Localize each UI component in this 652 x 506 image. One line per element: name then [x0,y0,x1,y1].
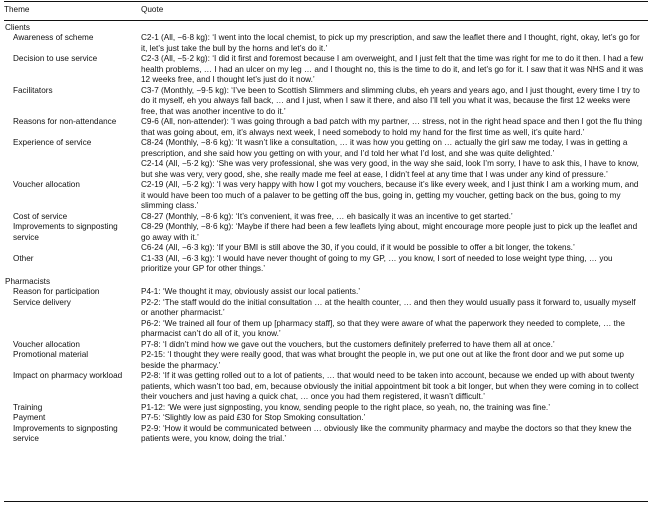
quote-cell [141,371,648,403]
theme-cell: Impact on pharmacy workload [13,371,123,380]
theme-cell: Voucher allocation [13,339,80,349]
quote-text: C6-24 (All, −6·3 kg): ‘If your BMI is still above the 30, if you could, if it would be possible to offer a bit longer, the tokens.’ [141,243,575,252]
table-row [4,371,648,403]
theme-cell: Reason for participation [13,287,100,296]
table-row [4,403,648,414]
quote-text: C2-14 (All, −5·2 kg): ‘She was very professional, she was very good, in the way she said, look I’m sorry, I have to ask this, I have to know, but she was very, very good, she, she really made me feel at ease, I didn’t feel at any time that I was under any kind of pressure.’ [141,159,639,179]
theme-cell: Voucher allocation [13,180,80,189]
quote-cell [141,212,648,223]
quote-cell [141,138,648,180]
section-title: Pharmacists [5,276,51,286]
quote-cell [141,180,648,212]
quote-text: C2-3 (All, −5·2 kg): ‘I did it first and foremost because I am overweight, and I just felt that the time was right for me to do it then. I had a few health problems, … I had an ulcer on my leg … and I thought no, this is the time to do it, and let’s go for it. I saw that it was NHS and it was 12 weeks free, and I thought let’s just do it now.’ [141,54,644,84]
table-row [4,298,648,340]
quote-text: C8-27 (Monthly, −8·6 kg): ‘It’s convenient, it was free, … eh basically it was an incentive to get started.’ [141,211,513,221]
table-row [4,424,648,445]
theme-cell: Improvements to signposting service [13,423,118,443]
theme-cell: Payment [13,413,46,422]
quote-text: P2-9: ‘How it would be communicated between … obviously like the community pharmacy and maybe the doctors so that they knew the patients were, you know, doing the trial.’ [141,423,632,443]
quote-cell [141,424,648,445]
theme-cell: Reasons for non-attendance [13,117,117,126]
section-title: Clients [5,22,31,32]
quote-text: P2-8: ‘If it was getting rolled out to a lot of patients, … that would need to be taken into account, because we ended up with about twenty patients, which wasn’t too bad, em, because obviously the initial appointment bit took a bit longer, but when they were coming in to collect their vouchers and just having a quick chat, … once you had them registered, it wasn’t difficult.’ [141,371,639,401]
table-row [4,350,648,371]
quote-cell [141,222,648,254]
header-theme: Theme [4,5,30,14]
table-row [4,54,648,86]
quote-text: C8-24 (Monthly, −8·6 kg): ‘It wasn’t like a consultation, … it was how you getting on … actually the girl saw me today, I was in getting a prescription, and she said how you getting on with your, and I’d told her what I’d lost, and she was quite delighted.’ [141,138,628,158]
theme-cell: Other [13,253,34,263]
quote-text: P1-12: ‘We were just signposting, you know, sending people to the right place, so yeah, no, the training was fine.’ [141,402,551,412]
table-row [4,117,648,138]
theme-cell: Facilitators [13,85,53,95]
theme-cell: Cost of service [13,211,68,221]
table-row [4,340,648,351]
quote-cell [141,340,648,351]
quote-text: C2-19 (All, −5·2 kg): ‘I was very happy with how I got my vouchers, because it’s like every week, and I just think I am a working mum, and it would have been too much of a palaver to be getting off the bus, going in, getting my voucher, getting back on the bus, going to my slimming class.’ [141,180,639,210]
quote-cell [141,403,648,414]
quote-cell [141,254,648,275]
quote-text: C1-33 (All, −6·3 kg): ‘I would have never thought of going to my GP, … you know, I sort of needed to lose weight type thing, … you prioritize your GP for other things.’ [141,253,613,273]
quote-cell [141,298,648,340]
table-row [4,180,648,212]
table-row [4,138,648,180]
table-row [4,287,648,298]
quote-text: P2-2: ‘The staff would do the initial consultation … at the health counter, … and then they would usually pass it forward to, usually myself or another pharmacist.’ [141,297,636,317]
theme-cell: Decision to use service [13,54,98,63]
quote-cell [141,287,648,298]
theme-cell: Improvements to signposting service [13,222,118,242]
quote-text: P6-2: ‘We trained all four of them up [pharmacy staff], so that they were aware of what the paperwork they needed to complete, … the pharmacist can’t do all of it, you know.’ [141,318,625,338]
table-row [4,212,648,223]
quote-text: C9-6 (All, non-attender): ‘I was going through a bad patch with my partner, … stress, not in the right head space and then I got the flu thing that was going about, em, it’s always next week, I need somebody to hold my hand for the first time as well, it’s quite hard.’ [141,117,643,137]
header-quote: Quote [141,5,164,14]
table-body [4,21,648,445]
theme-cell: Promotional material [13,350,89,359]
quote-cell [141,413,648,424]
theme-cell: Service delivery [13,297,71,307]
theme-cell: Training [13,402,43,412]
table-row [4,86,648,118]
quote-cell [141,117,648,138]
table-row [4,413,648,424]
quote-text: C8-29 (Monthly, −8·6 kg): ‘Maybe if there had been a few leaflets lying about, might encourage more people just to pick up the leaflet and go away with it.’ [141,222,638,242]
quote-text: P2-15: ‘I thought they were really good, that was what brought the people in, we put one out at like the front door and we put some up beside the pharmacy.’ [141,350,624,370]
table-row [4,33,648,54]
table-row [4,222,648,254]
quote-cell [141,350,648,371]
theme-cell: Experience of service [13,138,92,147]
quote-text: P7-5: ‘Slightly low as paid £30 for Stop Smoking consultation.’ [141,413,366,422]
quote-cell [141,54,648,86]
bottom-rule [4,501,648,502]
quote-cell [141,33,648,54]
quote-text: P7-8: ‘I didn’t mind how we gave out the vouchers, but the customers definitely preferred to have them all at once.’ [141,339,555,349]
theme-cell: Awareness of scheme [13,33,94,42]
quote-text: C2-1 (All, −6·8 kg): ‘I went into the local chemist, to pick up my prescription, and saw the leaflet there and I thought, right, okay, let’s go for it, let’s just take the bull by the horns and let’s do it.’ [141,33,640,53]
table-header [4,2,648,20]
quote-text: C3-7 (Monthly, −9·5 kg): ‘I’ve been to Scottish Slimmers and slimming clubs, eh years and years ago, and I just thought, every time I try to do it myself, eh you always fall back, … and I just, when I saw it there, and also I’ll tell you what it was, because the first 12 weeks were free, that was another incentive to do it.’ [141,85,640,116]
quote-text: P4-1: ‘We thought it may, obviously assist our local patients.’ [141,287,361,296]
section [4,21,648,275]
section [4,275,648,445]
table-row [4,254,648,275]
quote-cell [141,86,648,118]
